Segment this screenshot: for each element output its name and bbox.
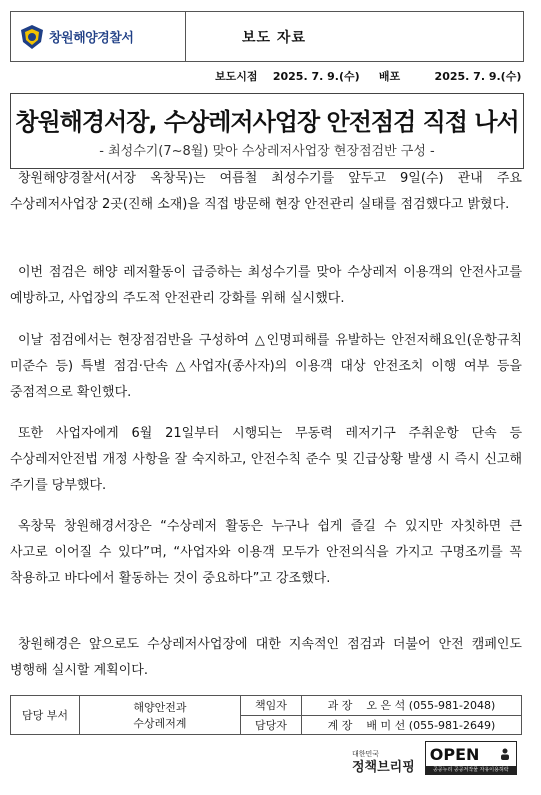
dept-name [80, 696, 241, 735]
report-label: 보도시점 [215, 70, 258, 83]
contact-name: 오 은 석 [366, 699, 406, 713]
date-line [215, 68, 521, 84]
person-icon [498, 747, 512, 761]
contact-phone: (055-981-2048) [408, 699, 496, 713]
body-paragraph: 또한 사업자에게 6월 21일부터 시행되는 무동력 레저기구 주취운항 단속 등 수상레저안전법 개정 사항을 잘 숙지하고, 안전수칙 준수 및 긴급상황 발생 시 즉시 신고해 주기를 당부했다. [10, 426, 522, 493]
body-paragraph: 이번 점검은 해양 레저활동이 급증하는 최성수기를 맞아 수상레저 이용객의 안전사고를 예방하고, 사업장의 주도적 안전관리 강화를 위해 실시했다. [10, 265, 522, 306]
brief-small: 대한민국 [352, 750, 380, 758]
dept-line: 해양안전과 [133, 701, 187, 714]
contact-role: 담당자 [241, 715, 302, 735]
press-header [10, 11, 524, 62]
contact-phone: (055-981-2649) [408, 718, 496, 732]
brief-text: 정책브리핑 [352, 760, 415, 775]
title-box [10, 93, 524, 169]
contact-person [302, 715, 522, 735]
page-subtitle: - 최성수기(7~8월) 맞아 수상레저사업장 현장점검반 구성 - [99, 144, 435, 159]
contact-title: 계 장 [327, 718, 353, 732]
policy-briefing-logo [352, 747, 415, 775]
footer-badges [352, 741, 517, 775]
body-paragraph: 이날 점검에서는 현장점검반을 구성하여 △인명피해를 유발하는 안전저해요인(운항규칙 미준수 등) 특별 점검·단속 △사업자(종사자)의 이용객 대상 안전조치 이행 여부 등을 중점적으로 확인했다. [10, 333, 522, 400]
contact-person [302, 696, 522, 716]
press-label: 보도 자료 [242, 29, 306, 46]
distribute-label: 배포 [378, 70, 401, 83]
open-sub: 공공누리 공공저작물 자유이용허락 [426, 766, 516, 774]
contact-name: 배 미 선 [366, 718, 406, 732]
dept-line: 수상레저계 [133, 717, 187, 730]
contact-title: 과 장 [327, 699, 353, 713]
contact-role: 책임자 [241, 696, 302, 716]
kogl-open-badge [425, 741, 517, 775]
dept-label: 담당 부서 [11, 696, 80, 735]
contact-table [10, 695, 522, 735]
open-text: OPEN [429, 744, 480, 764]
body-paragraph: 옥창묵 창원해경서장은 “수상레저 활동은 누구나 쉽게 즐길 수 있지만 자칫하면 큰 사고로 이어질 수 있다”며, “사업자와 이용객 모두가 안전의식을 가지고 구명조끼를 꼭 착용하고 바다에서 활동하는 것이 중요하다”고 강조했다. [10, 519, 522, 586]
report-date: 2025. 7. 9.(수) [272, 70, 360, 83]
body-paragraph: 창원해양경찰서(서장 옥창묵)는 여름철 최성수기를 앞두고 9일(수) 관내 주요 수상레저사업장 2곳(진해 소재)을 직접 방문해 현장 안전관리 실태를 점검했다고 밝혔다. [10, 171, 522, 212]
page-title: 창원해경서장, 수상레저사업장 안전점검 직접 나서 [15, 108, 519, 136]
org-name: 창원해양경찰서 [49, 31, 134, 46]
agency-logo [11, 12, 186, 61]
coast-guard-emblem-icon [19, 24, 45, 50]
body-paragraph: 창원해경은 앞으로도 수상레저사업장에 대한 지속적인 점검과 더불어 안전 캠페인도 병행해 실시할 계획이다. [10, 637, 522, 678]
distribute-date: 2025. 7. 9.(수) [434, 70, 522, 83]
